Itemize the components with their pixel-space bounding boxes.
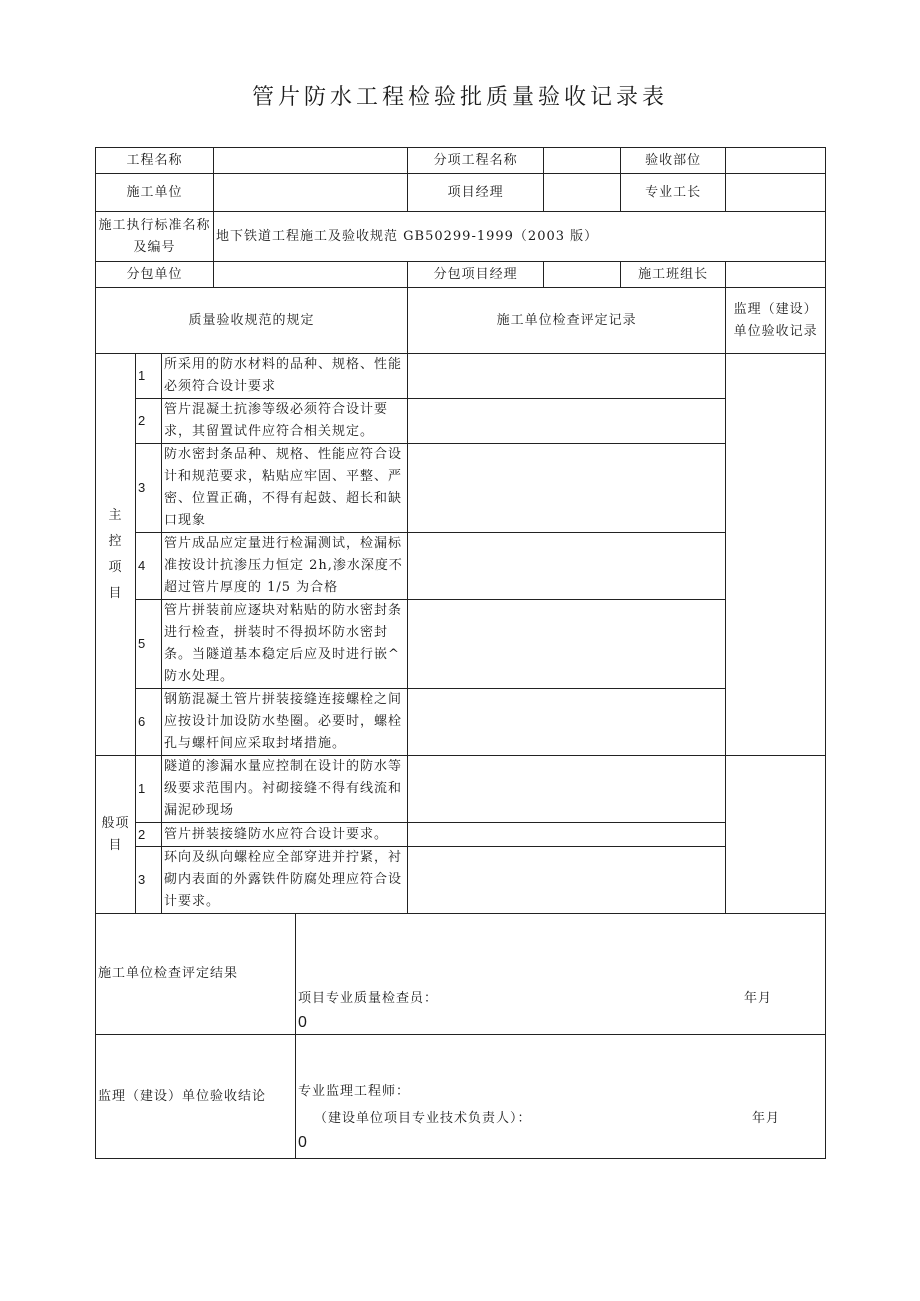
main-item-record[interactable] [408, 444, 726, 533]
project-name-label: 工程名称 [96, 148, 214, 174]
conclusion-field[interactable] [296, 1035, 826, 1159]
supervising-engineer-label: 专业监理工程师： [298, 1084, 411, 1099]
sub-project-field[interactable] [544, 148, 621, 174]
main-item-no: 3 [136, 444, 162, 533]
main-item-text: 所采用的防水材料的品种、规格、性能必须符合设计要求 [162, 354, 408, 399]
main-item-text: 管片成品应定量进行检漏测试，检漏标准按设计抗渗压力恒定 2h,渗水深度不超过管片厚度的 1/5 为合格 [162, 533, 408, 600]
inspection-form [95, 147, 826, 1159]
main-items-label: 主控项目 [96, 354, 136, 756]
standard-value: 地下铁道工程施工及验收规范 GB50299-1999（2003 版） [214, 212, 826, 262]
check-record-column-header: 施工单位检查评定记录 [408, 288, 726, 354]
general-item-text: 管片拼装接缝防水应符合设计要求。 [162, 823, 408, 847]
conclusion-label: 监理（建设）单位验收结论 [96, 1035, 296, 1159]
main-items-supervision[interactable] [726, 354, 826, 756]
general-items-supervision[interactable] [726, 756, 826, 914]
acceptance-part-field[interactable] [726, 148, 826, 174]
construction-unit-label: 施工单位 [96, 174, 214, 212]
result-zero: 0 [298, 1014, 308, 1031]
general-item-record[interactable] [408, 756, 726, 823]
result-field[interactable] [296, 914, 826, 1035]
main-item-record[interactable] [408, 533, 726, 600]
sub-project-label: 分项工程名称 [408, 148, 544, 174]
main-item-no: 6 [136, 689, 162, 756]
main-item-record[interactable] [408, 689, 726, 756]
general-item-record[interactable] [408, 847, 726, 914]
foreman-label: 专业工长 [621, 174, 726, 212]
team-leader-field[interactable] [726, 262, 826, 288]
main-item-record[interactable] [408, 600, 726, 689]
standard-label: 施工执行标准名称及编号 [96, 212, 214, 262]
general-item-record[interactable] [408, 823, 726, 847]
spec-column-header: 质量验收规范的规定 [96, 288, 408, 354]
construction-unit-field[interactable] [214, 174, 408, 212]
project-manager-field[interactable] [544, 174, 621, 212]
sub-manager-field[interactable] [544, 262, 621, 288]
result-date: 年月 [744, 991, 773, 1006]
general-item-no: 1 [136, 756, 162, 823]
project-name-field[interactable] [214, 148, 408, 174]
conclusion-zero: 0 [298, 1134, 308, 1151]
main-item-no: 1 [136, 354, 162, 399]
main-item-record[interactable] [408, 354, 726, 399]
quality-inspector-label: 项目专业质量检查员： [298, 991, 439, 1006]
conclusion-date: 年月 [752, 1111, 781, 1126]
main-item-text: 管片混凝土抗渗等级必须符合设计要求，其留置试件应符合相关规定。 [162, 399, 408, 444]
subcontractor-field[interactable] [214, 262, 408, 288]
team-leader-label: 施工班组长 [621, 262, 726, 288]
main-item-record[interactable] [408, 399, 726, 444]
owner-representative-label: （建设单位项目专业技术负责人）： [314, 1111, 532, 1126]
main-item-text: 防水密封条品种、规格、性能应符合设计和规范要求，粘贴应牢固、平整、严密、位置正确，不得有起鼓、超长和缺口现象 [162, 444, 408, 533]
subcontractor-label: 分包单位 [96, 262, 214, 288]
general-items-label: 般项目 [96, 756, 136, 914]
acceptance-part-label: 验收部位 [621, 148, 726, 174]
main-item-no: 4 [136, 533, 162, 600]
general-item-no: 3 [136, 847, 162, 914]
foreman-field[interactable] [726, 174, 826, 212]
main-item-text: 管片拼装前应逐块对粘贴的防水密封条进行检查，拼装时不得损坏防水密封条。当隧道基本稳定后应及时进行嵌^防水处理。 [162, 600, 408, 689]
main-item-no: 2 [136, 399, 162, 444]
result-label: 施工单位检查评定结果 [96, 914, 296, 1035]
supervision-column-header: 监理（建设）单位验收记录 [726, 288, 826, 354]
sub-manager-label: 分包项目经理 [408, 262, 544, 288]
general-item-no: 2 [136, 823, 162, 847]
project-manager-label: 项目经理 [408, 174, 544, 212]
general-item-text: 隧道的渗漏水量应控制在设计的防水等级要求范围内。衬砌接缝不得有线流和漏泥砂现场 [162, 756, 408, 823]
page-title: 管片防水工程检验批质量验收记录表 [251, 85, 668, 110]
main-item-text: 钢筋混凝土管片拼装接缝连接螺栓之间应按设计加设防水垫圈。必要时，螺栓孔与螺杆间应采取封堵措施。 [162, 689, 408, 756]
main-item-no: 5 [136, 600, 162, 689]
general-item-text: 环向及纵向螺栓应全部穿进并拧紧，衬砌内表面的外露铁件防腐处理应符合设计要求。 [162, 847, 408, 914]
